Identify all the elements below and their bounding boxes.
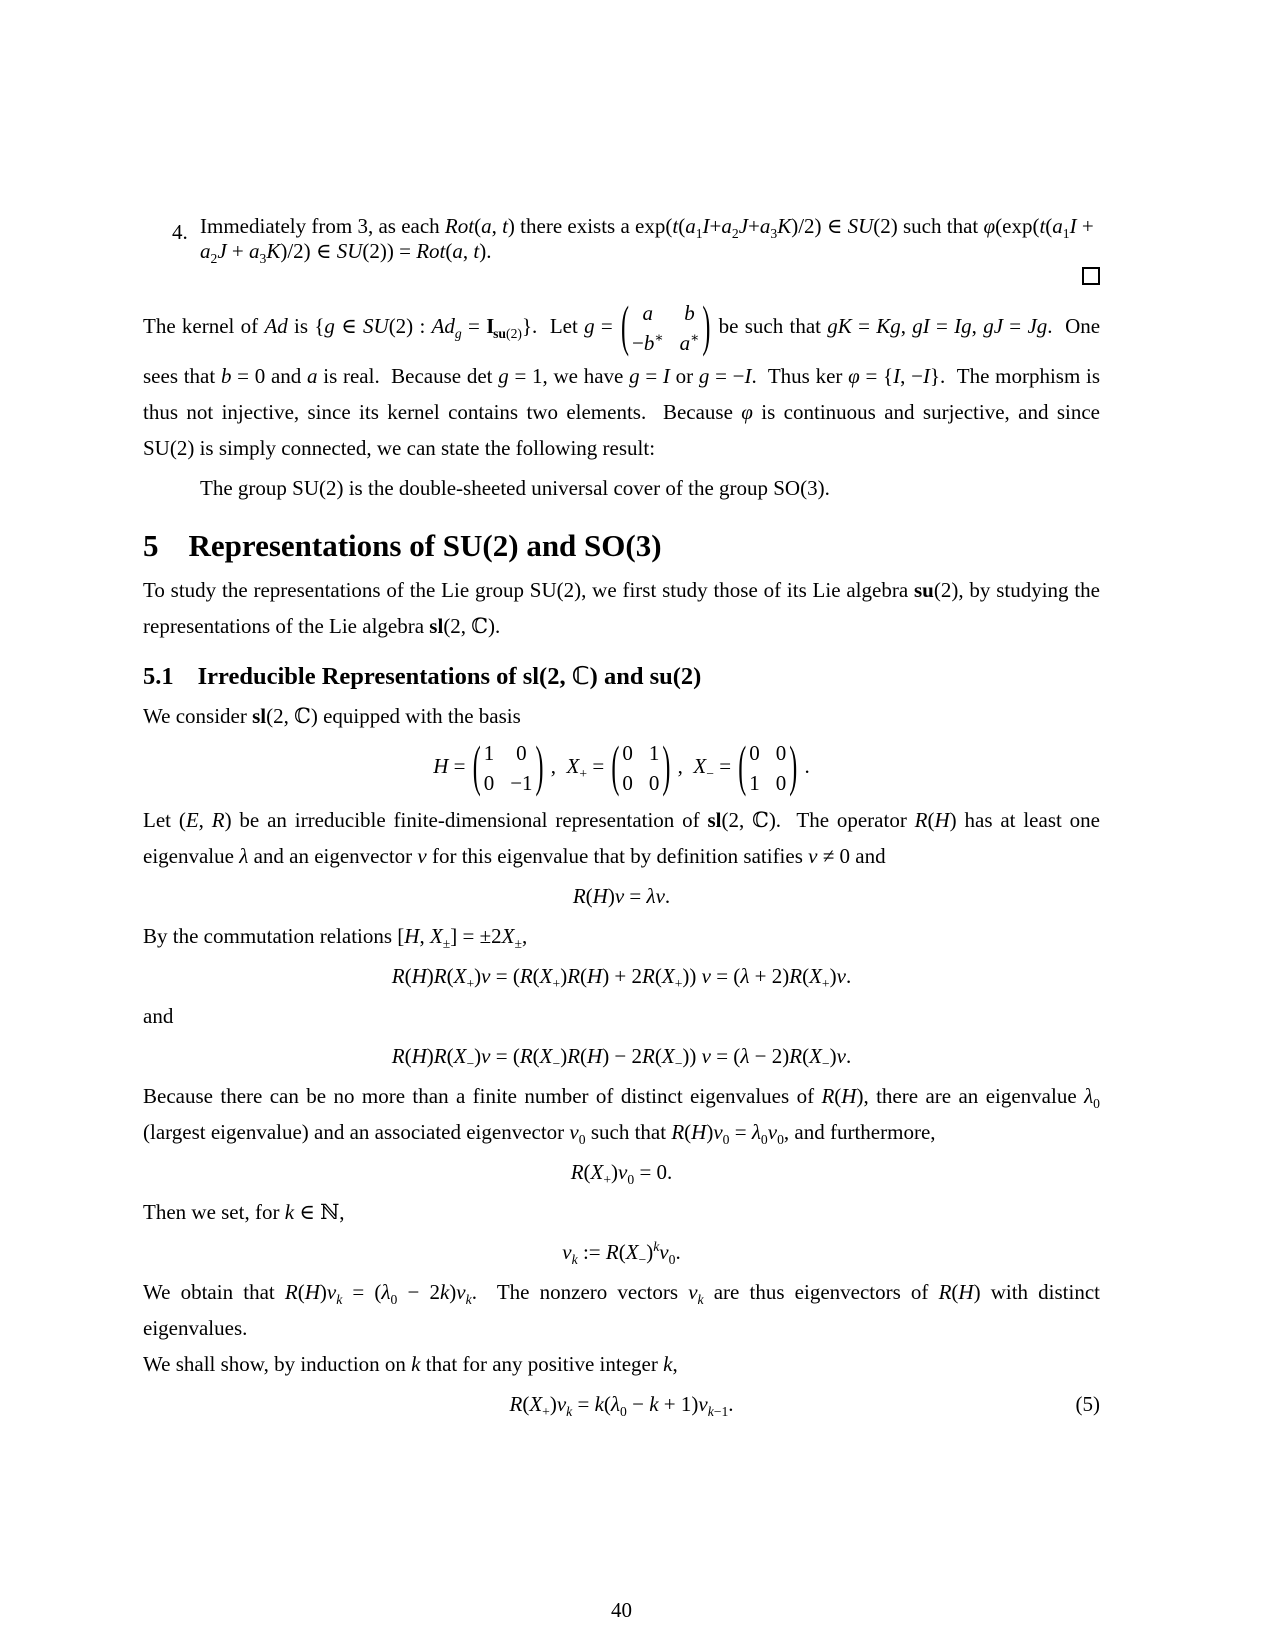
matrix-cell: 0 [749, 741, 760, 765]
page-number: 40 [611, 1598, 632, 1622]
paragraph-and: and [143, 1004, 174, 1028]
paragraph-kernel-part1: The kernel of Ad is {g ∈ SU(2) : $Ad_g = I_{su(2)}$}. Let g = [143, 313, 619, 341]
matrix-entries [481, 738, 536, 798]
matrix-right-paren: ) [662, 737, 671, 799]
matrix-entries [746, 738, 789, 798]
basis-sep2: , $X_-$ = [672, 753, 737, 781]
list-item-4-text: Immediately from 3, as each Rot(a, t) there exists a $\exp(t(a_1I+a_2J+a_3K)/2)$ ∈ SU(2) such that $\varphi(\exp(t(a_1I + a_2J + a_3K)/2)$ ∈ SU(2)) = Rot(a, t). [200, 214, 1094, 267]
matrix-cell: 1 [648, 741, 660, 765]
equation-RX-plus: $R(H)R(X_+)v = (R(X_+)R(H) + 2R(X_+)) v = (\lambda + 2)R(X_+)v$. [391, 964, 852, 992]
equation-basis [143, 734, 1100, 802]
statement-universal-cover: The group SU(2) is the double-sheeted universal cover of the group SO(3). [200, 476, 830, 500]
matrix-left-paren: ( [738, 737, 747, 799]
matrix-H [473, 738, 544, 798]
matrix-right-paren: ) [702, 297, 711, 359]
matrix-cell: 1 [749, 771, 760, 795]
matrix-entries [619, 738, 662, 798]
matrix-left-paren: ( [472, 737, 481, 799]
matrix-cell: 1 [483, 741, 495, 765]
paragraph-kernel [143, 298, 1100, 466]
list-item-4 [143, 214, 1100, 267]
paragraph-kernel-part2: be such that gK = Kg, gI = Ig, gJ = Jg. One sees that b = 0 and a is real. Because det g = 1, we have g = I or g = −I. Thus ker φ = {I, −I}. The morphism is thus not injective, since its kernel contains two elements. Because φ is continuous and surjective, and since SU(2) is simply connected, we can state the following result: [143, 313, 1101, 460]
paragraph-then-set: Then we set, for k ∈ ℕ, [143, 1200, 345, 1224]
paragraph-we-obtain: We obtain that $R(H)v_k = (\lambda_0 - 2k)v_k$. The nonzero vectors $v_k$ are thus eigenvectors of R(H) with distinct eigenvalues. [143, 1280, 1101, 1340]
matrix-cell: a [642, 301, 654, 325]
matrix-left-paren: ( [620, 297, 629, 359]
matrix-X-plus [611, 738, 670, 798]
matrix-cell: 0 [622, 771, 633, 795]
paragraph-because: Because there can be no more than a finite number of distinct eigenvalues of R(H), there are an eigenvalue $\lambda_0$ (largest eigenvalue) and an associated eigenvector $v_0$ such that $R(H)v_0 = \lambda_0v_0$, and furthermore, [143, 1084, 1100, 1148]
equation-5-number: (5) [1075, 1392, 1100, 1416]
matrix-cell: a∗ [679, 330, 700, 355]
basis-H-label: H = [433, 753, 471, 778]
matrix-cell: 0 [648, 771, 660, 795]
matrix-g [621, 298, 710, 358]
matrix-left-paren: ( [611, 737, 620, 799]
basis-end: . [799, 753, 810, 778]
paragraph-we-shall-show: We shall show, by induction on k that for any positive integer k, [143, 1352, 678, 1376]
paragraph-commutation: By the commutation relations [H, $X_\pm] = \pm 2X_\pm$, [143, 924, 528, 952]
section-title: Representations of SU(2) and SO(3) [188, 528, 662, 563]
paragraph-to-study: To study the representations of the Lie group SU(2), we first study those of its Lie algebra su(2), by studying the representations of the Lie algebra sl(2, ℂ). [143, 578, 1101, 638]
matrix-cell: −b∗ [631, 330, 664, 355]
matrix-cell: −1 [510, 771, 533, 795]
qed-line [143, 266, 1100, 292]
matrix-right-paren: ) [789, 737, 798, 799]
equation-RX-v0: $R(X_+)v_0 = 0$. [570, 1160, 673, 1188]
equation-RX-minus: $R(H)R(X_-)v = (R(X_-)R(H) - 2R(X_-)) v = (\lambda - 2)R(X_-)v$. [391, 1044, 852, 1072]
matrix-cell: 0 [775, 741, 787, 765]
matrix-cell: 0 [775, 771, 787, 795]
section-heading-5 [143, 526, 1100, 566]
subsection-title: Irreducible Representations of sl(2, ℂ) and su(2) [197, 663, 702, 690]
qed-box [1082, 267, 1100, 285]
matrix-cell: 0 [483, 771, 495, 795]
matrix-cell: 0 [516, 741, 527, 765]
subsection-heading-5-1 [143, 660, 1100, 694]
matrix-right-paren: ) [535, 737, 544, 799]
equation-5-body: $R(X_+)v_k = k(\lambda_0 - k + 1)v_{k-1}$. [509, 1392, 734, 1420]
section-number: 5 [143, 528, 159, 563]
matrix-entries [629, 298, 702, 358]
equation-vk-def: $v_k$ := $R(X_-)^kv_0$. [562, 1239, 681, 1268]
list-item-4-marker: 4. [172, 220, 188, 244]
equation-5 [143, 1382, 1100, 1426]
matrix-cell: 0 [622, 741, 633, 765]
paragraph-we-consider: We consider sl(2, ℂ) equipped with the basis [143, 704, 521, 728]
subsection-number: 5.1 [143, 663, 174, 690]
equation-RHv: R(H)v = λv. [572, 884, 671, 908]
paragraph-let-ER: Let (E, R) be an irreducible finite-dimensional representation of sl(2, ℂ). The operator R(H) has at least one eigenvalue λ and an eigenvector v for this eigenvalue that by definition satifies v ≠ 0 and [143, 808, 1100, 868]
basis-sep1: , $X_+$ = [545, 753, 610, 781]
matrix-X-minus [738, 738, 797, 798]
matrix-cell: b [684, 301, 695, 325]
